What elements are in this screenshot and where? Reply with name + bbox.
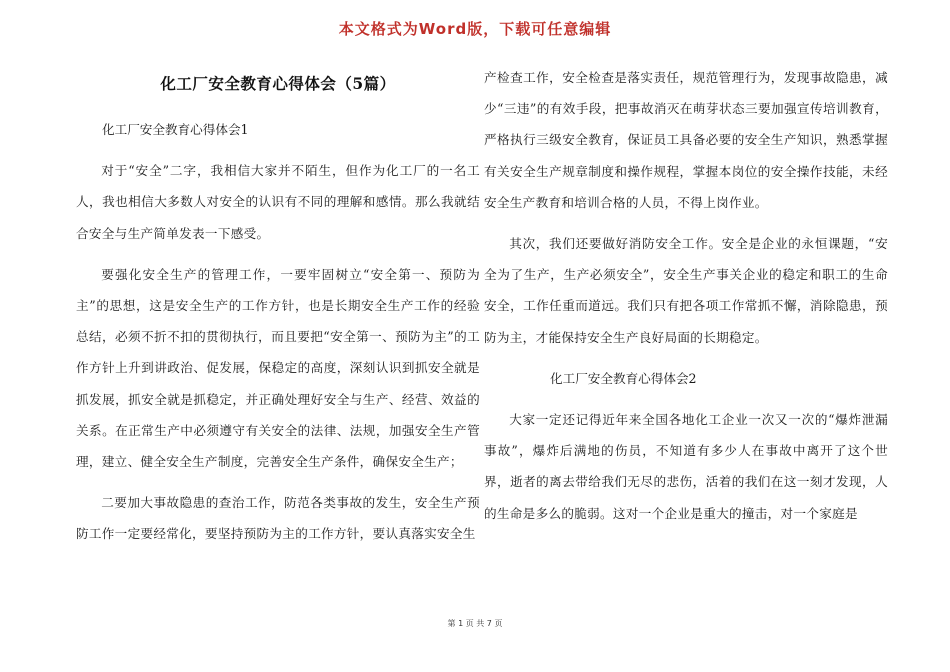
right-column bbox=[484, 62, 888, 529]
paragraph-accidents: 大家一定还记得近年来全国各地化工企业一次又一次的“爆炸泄漏事故”，爆炸后满地的伤员，不知道有多少人在事故中离开了这个世界，逝者的离去带给我们无尽的悲伤，活着的我们在这一刻才发现，人的生命是多么的脆弱。这对一个企业是重大的撞击，对一个家庭是 bbox=[484, 412, 888, 521]
section-heading-2: 化工厂安全教育心得体会2 bbox=[550, 370, 697, 386]
paragraph-hazard-start: 二要加大事故隐患的查治工作，防范各类事故的发生，安全生产预防工作一定要经常化，要坚持预防为主的工作方针，要认真落实安全生 bbox=[76, 495, 480, 542]
format-banner: 本文格式为Word版，下载可任意编辑 bbox=[338, 20, 612, 38]
section-heading-1: 化工厂安全教育心得体会1 bbox=[102, 122, 249, 137]
left-column bbox=[76, 62, 480, 550]
paragraph-management: 要强化安全生产的管理工作，一要牢固树立“安全第一、预防为主”的思想，这是安全生产的工作方针，也是长期安全生产工作的经验总结，必须不折不扣的贯彻执行，而且要把“安全第一、预防为主”的工作方针上升到讲政治、促发展，保稳定的高度，深刻认识到抓安全就是抓发展，抓安全就是抓稳定，并正确处理好安全与生产、经营、效益的关系。在正常生产中必须遵守有关安全的法律、法规，加强安全生产管理，建立、健全安全生产制度，完善安全生产条件，确保安全生产； bbox=[76, 266, 480, 470]
paragraph-intro: 对于“安全”二字，我相信大家并不陌生，但作为化工厂的一名工人，我也相信大多数人对安全的认识有不同的理解和感情。那么我就结合安全与生产简单发表一下感受。 bbox=[76, 163, 480, 241]
page-footer: 第 1 页 共 7 页 bbox=[447, 619, 503, 628]
paragraph-fire-safety: 其次，我们还要做好消防安全工作。安全是企业的永恒课题，“安全为了生产，生产必须安全”，安全生产事关企业的稳定和职工的生命安全，工作任重而道远。我们只有把各项工作常抓不懈，消除隐患，预防为主，才能保持安全生产良好局面的长期稳定。 bbox=[484, 236, 888, 345]
paragraph-hazard-continued: 产检查工作，安全检查是落实责任，规范管理行为，发现事故隐患，减少“三违”的有效手段，把事故消灭在萌芽状态三要加强宣传培训教育，严格执行三级安全教育，保证员工具备必要的安全生产知识，熟悉掌握有关安全生产规章制度和操作规程，掌握本岗位的安全操作技能，未经安全生产教育和培训合格的人员，不得上岗作业。 bbox=[484, 70, 888, 210]
document-title: 化工厂安全教育心得体会（5篇） bbox=[160, 74, 396, 93]
